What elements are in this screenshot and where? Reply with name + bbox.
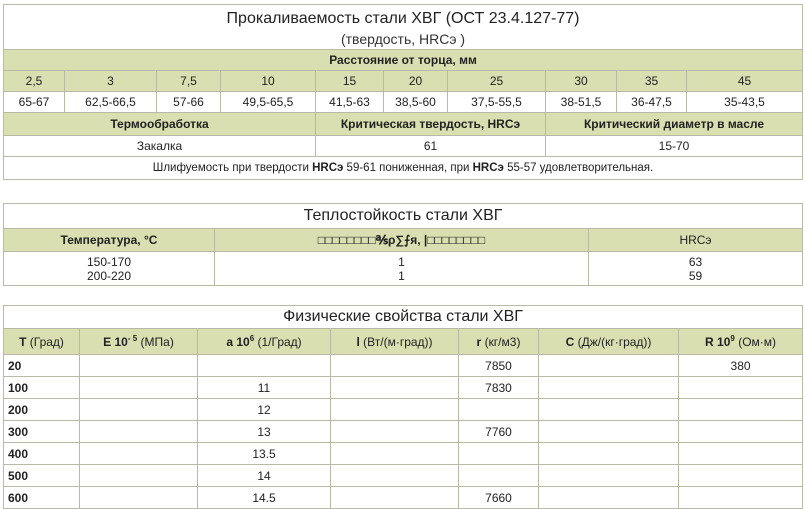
hardness-value-cell: 65-67 bbox=[4, 92, 65, 113]
physical-cell-t: 600 bbox=[4, 487, 80, 509]
distance-cell: 2,5 bbox=[4, 71, 65, 92]
l-unit: (Вт/(м·град)) bbox=[363, 334, 433, 349]
a-unit: (1/Град) bbox=[257, 335, 302, 349]
physical-cell-t: 20 bbox=[4, 355, 80, 377]
physical-cell-a bbox=[198, 355, 331, 377]
physical-cell-c bbox=[539, 421, 679, 443]
physical-cell-a: 11 bbox=[198, 377, 331, 399]
physical-cell-e bbox=[80, 443, 198, 465]
physical-cell-t: 500 bbox=[4, 465, 80, 487]
critical-hardness-header: Критическая твердость, HRCэ bbox=[316, 113, 546, 136]
physical-cell-l bbox=[331, 355, 459, 377]
r-symbol: r bbox=[476, 334, 482, 349]
r-header bbox=[459, 329, 539, 355]
physical-cell-res bbox=[679, 443, 803, 465]
physical-cell-res bbox=[679, 421, 803, 443]
a-exponent: 6 bbox=[249, 334, 255, 343]
distance-cell: 35 bbox=[617, 71, 687, 92]
a-header bbox=[198, 329, 331, 355]
physical-cell-r bbox=[459, 399, 539, 421]
physical-cell-res bbox=[679, 465, 803, 487]
distance-row bbox=[4, 71, 803, 92]
heat-resistance-table bbox=[3, 203, 803, 286]
physical-cell-e bbox=[80, 355, 198, 377]
physical-cell-l bbox=[331, 465, 459, 487]
hardenability-title: Прокаливаемость стали ХВГ (ОСТ 23.4.127-77) bbox=[226, 9, 580, 27]
table-row bbox=[4, 443, 803, 465]
hardness-value-cell: 62,5-66,5 bbox=[65, 92, 157, 113]
distance-cell: 7,5 bbox=[157, 71, 221, 92]
t-header bbox=[4, 329, 80, 355]
middle-value: 1 bbox=[398, 268, 405, 283]
table-row bbox=[4, 355, 803, 377]
res-symbol: R 10 bbox=[705, 335, 731, 349]
r-unit: (кг/м3) bbox=[484, 334, 521, 349]
critical-hardness-value: 61 bbox=[316, 136, 546, 157]
e-exponent: - 5 bbox=[127, 334, 138, 343]
physical-cell-c bbox=[539, 487, 679, 509]
physical-cell-r bbox=[459, 443, 539, 465]
grindability-suffix: 55-57 удовлетворительная. bbox=[503, 162, 654, 174]
hardness-value-cell: 38,5-60 bbox=[384, 92, 448, 113]
distance-cell: 30 bbox=[546, 71, 617, 92]
physical-cell-l bbox=[331, 399, 459, 421]
physical-cell-e bbox=[80, 421, 198, 443]
l-header bbox=[331, 329, 459, 355]
grindability-prefix: Шлифуемость при твердости bbox=[152, 162, 313, 174]
hrc-value: 59 bbox=[688, 268, 703, 283]
physical-cell-res bbox=[679, 377, 803, 399]
res-unit: (Ом·м) bbox=[738, 335, 777, 349]
physical-cell-res bbox=[679, 399, 803, 421]
table-row bbox=[4, 421, 803, 443]
heat-resistance-title: Теплостойкость стали ХВГ bbox=[4, 204, 803, 229]
physical-cell-t: 200 bbox=[4, 399, 80, 421]
physical-cell-c bbox=[539, 355, 679, 377]
physical-title: Физические свойства стали ХВГ bbox=[4, 306, 803, 329]
distance-cell: 15 bbox=[316, 71, 384, 92]
c-header bbox=[539, 329, 679, 355]
physical-cell-r: 7850 bbox=[459, 355, 539, 377]
e-unit: (МПа) bbox=[140, 335, 174, 349]
distance-cell: 45 bbox=[687, 71, 803, 92]
physical-cell-c bbox=[539, 399, 679, 421]
physical-cell-t: 100 bbox=[4, 377, 80, 399]
hardenability-subtitle: (твердость, HRCэ ) bbox=[340, 30, 466, 47]
table-row bbox=[4, 487, 803, 509]
critical-diameter-header: Критический диаметр в масле bbox=[546, 113, 803, 136]
grindability-note bbox=[4, 157, 803, 180]
grindability-hrc-2: HRCэ bbox=[472, 162, 504, 174]
physical-properties-table bbox=[3, 305, 803, 509]
distance-header: Расстояние от торца, мм bbox=[4, 50, 803, 71]
physical-cell-l bbox=[331, 443, 459, 465]
c-unit: (Дж/(кг·град)) bbox=[577, 334, 652, 349]
physical-cell-e bbox=[80, 399, 198, 421]
hardenability-table bbox=[3, 4, 803, 180]
temperature-value: 150-170 bbox=[86, 254, 132, 269]
t-unit: (Град) bbox=[29, 334, 64, 349]
physical-cell-l bbox=[331, 377, 459, 399]
physical-cell-r: 7660 bbox=[459, 487, 539, 509]
physical-cell-r: 7760 bbox=[459, 421, 539, 443]
physical-cell-a: 14.5 bbox=[198, 487, 331, 509]
distance-cell: 3 bbox=[65, 71, 157, 92]
middle-value: 1 bbox=[398, 254, 405, 269]
middle-cell bbox=[215, 252, 589, 286]
physical-cell-c bbox=[539, 443, 679, 465]
e-symbol: E 10 bbox=[103, 335, 128, 349]
critical-diameter-value: 15-70 bbox=[546, 136, 803, 157]
grindability-mid: 59-61 пониженная, при bbox=[343, 162, 473, 174]
physical-cell-a: 13 bbox=[198, 421, 331, 443]
physical-cell-a: 12 bbox=[198, 399, 331, 421]
physical-cell-r: 7830 bbox=[459, 377, 539, 399]
physical-cell-t: 300 bbox=[4, 421, 80, 443]
a-symbol: a 10 bbox=[226, 335, 250, 349]
hrc-value: 63 bbox=[688, 254, 703, 269]
temperature-value: 200-220 bbox=[86, 268, 132, 283]
hardness-value-cell: 57-66 bbox=[157, 92, 221, 113]
hardness-value-cell: 37,5-55,5 bbox=[448, 92, 546, 113]
hardness-value-cell: 41,5-63 bbox=[316, 92, 384, 113]
table-row bbox=[4, 465, 803, 487]
table-row bbox=[4, 377, 803, 399]
physical-cell-c bbox=[539, 377, 679, 399]
temperature-cell bbox=[4, 252, 215, 286]
heat-treatment-value: Закалка bbox=[4, 136, 316, 157]
physical-cell-res bbox=[679, 487, 803, 509]
distance-cell: 20 bbox=[384, 71, 448, 92]
physical-cell-l bbox=[331, 487, 459, 509]
table-row bbox=[4, 399, 803, 421]
middle-header: □□□□□□□□℁ρ∑⨍я, |□□□□□□□□ bbox=[215, 229, 589, 252]
hrc-cell bbox=[589, 252, 803, 286]
hardness-value-cell: 36-47,5 bbox=[617, 92, 687, 113]
grindability-hrc-1: HRCэ bbox=[312, 162, 344, 174]
distance-cell: 10 bbox=[221, 71, 316, 92]
hrc-header: HRCэ bbox=[589, 229, 803, 252]
physical-cell-res: 380 bbox=[679, 355, 803, 377]
physical-cell-e bbox=[80, 487, 198, 509]
res-exponent: 9 bbox=[730, 334, 735, 343]
hardness-value-cell: 35-43,5 bbox=[687, 92, 803, 113]
physical-cell-e bbox=[80, 377, 198, 399]
l-symbol: l bbox=[356, 334, 360, 349]
heat-treatment-header: Термообработка bbox=[4, 113, 316, 136]
c-symbol: C bbox=[565, 334, 575, 349]
hardness-values-row bbox=[4, 92, 803, 113]
physical-cell-a: 14 bbox=[198, 465, 331, 487]
temperature-header: Температура, °C bbox=[4, 229, 215, 252]
physical-cell-a: 13.5 bbox=[198, 443, 331, 465]
hardness-value-cell: 38-51,5 bbox=[546, 92, 617, 113]
physical-cell-e bbox=[80, 465, 198, 487]
e-header bbox=[80, 329, 198, 355]
t-symbol: T bbox=[19, 334, 27, 349]
physical-cell-r bbox=[459, 465, 539, 487]
distance-cell: 25 bbox=[448, 71, 546, 92]
hardness-value-cell: 49,5-65,5 bbox=[221, 92, 316, 113]
physical-cell-c bbox=[539, 465, 679, 487]
hardenability-title-cell bbox=[4, 5, 803, 50]
physical-cell-l bbox=[331, 421, 459, 443]
physical-cell-t: 400 bbox=[4, 443, 80, 465]
res-header bbox=[679, 329, 803, 355]
